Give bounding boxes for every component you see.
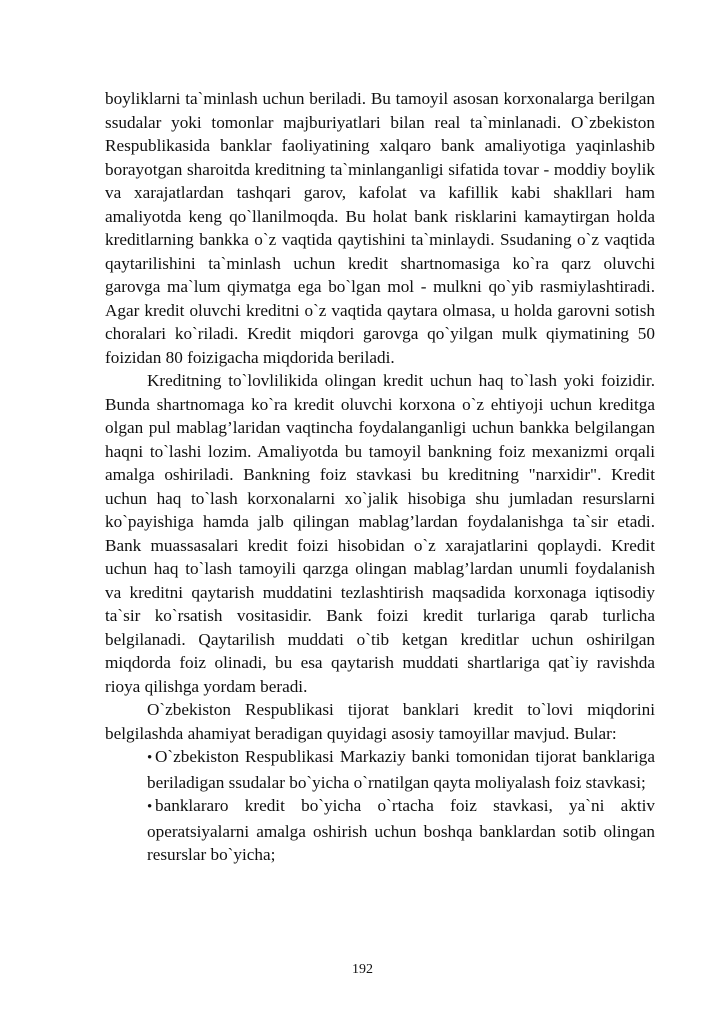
list-item-text: O`zbekiston Respublikasi Markaziy banki tomonidan tijorat banklariga beriladigan ssudalar bo`yicha o`rnatilgan qayta moliyalash foiz stavkasi; [147, 747, 655, 792]
list-item-refinancing-rate [147, 745, 655, 794]
paragraph-principles-intro: O`zbekiston Respublikasi tijorat banklari kredit to`lovi miqdorini belgilashda ahamiyat beradigan quyidagi asosiy tamoyillar mavjud. Bular: [105, 700, 655, 743]
page-body [105, 87, 655, 867]
page-number: 192 [352, 962, 373, 977]
bullet-icon: • [147, 750, 153, 766]
list-item-interbank-rate [147, 794, 655, 867]
bullet-icon: • [147, 799, 153, 815]
paragraph-collateral: boyliklarni ta`minlash uchun beriladi. Bu tamoyil asosan korxonalarga berilgan ssudalar yoki tomonlar majburiyatlari bilan real ta`minlanadi. O`zbekiston Respublikasida banklar faoliyatining xalqaro bank amaliyotiga yaqinlashib borayotgan sharoitda kreditning ta`minlanganligi sifatida tovar - moddiy boylik va xarajatlardan tashqari garov, kafolat va kafillik kabi shakllari ham amaliyotda keng qo`llanilmoqda. Bu holat bank risklarini kamaytirgan holda kreditlarning bankka o`z vaqtida qaytishini ta`minlaydi. Ssudaning o`z vaqtida qaytarilishini ta`minlash uchun kredit shartnomasiga ko`ra qarz oluvchi garovga ma`lum qiymatga ega bo`lgan mol - mulkni qo`yib rasmiylashtiradi. Agar kredit oluvchi kreditni o`z vaqtida qaytara olmasa, u holda garovni sotish choralari ko`riladi. Kredit miqdori garovga qo`yilgan mulk qiymatining 50 foizidan 80 foizigacha miqdorida beriladi. [105, 89, 655, 367]
list-item-text: banklararo kredit bo`yicha o`rtacha foiz stavkasi, ya`ni aktiv operatsiyalarni amalga oshirish uchun boshqa banklardan sotib olingan resurslar bo`yicha; [147, 796, 655, 864]
paragraph-interest: Kreditning to`lovlilikida olingan kredit uchun haq to`lash yoki foizidir. Bunda shartnomaga ko`ra kredit oluvchi korxona o`z ehtiyoji uchun kreditga olgan pul mablag’laridan vaqtincha foydalanganligi uchun bankka belgilangan haqni to`lashi lozim. Amaliyotda bu tamoyil bankning foiz mexanizmi orqali amalga oshiriladi. Bankning foiz stavkasi bu kreditning "narxidir". Kredit uchun haq to`lash korxonalarni xo`jalik hisobiga shu jumladan resurslarni ko`payishiga hamda jalb qilingan mablag’lardan foydalanishga ta`sir etadi. Bank muassasalari kredit foizi hisobidan o`z xarajatlarini qoplaydi. Kredit uchun haq to`lash tamoyili qarzga olingan mablag’lardan unumli foydalanish va kreditni qaytarish muddatini tezlashtirish maqsadida korxonaga iqtisodiy ta`sir ko`rsatish vositasidir. Bank foizi kredit turlariga qarab turlicha belgilanadi. Qaytarilish muddati o`tib ketgan kreditlar uchun oshirilgan miqdorda foiz olinadi, bu esa qaytarish muddati shartlariga qat`iy ravishda rioya qilishga yordam beradi. [105, 371, 655, 696]
